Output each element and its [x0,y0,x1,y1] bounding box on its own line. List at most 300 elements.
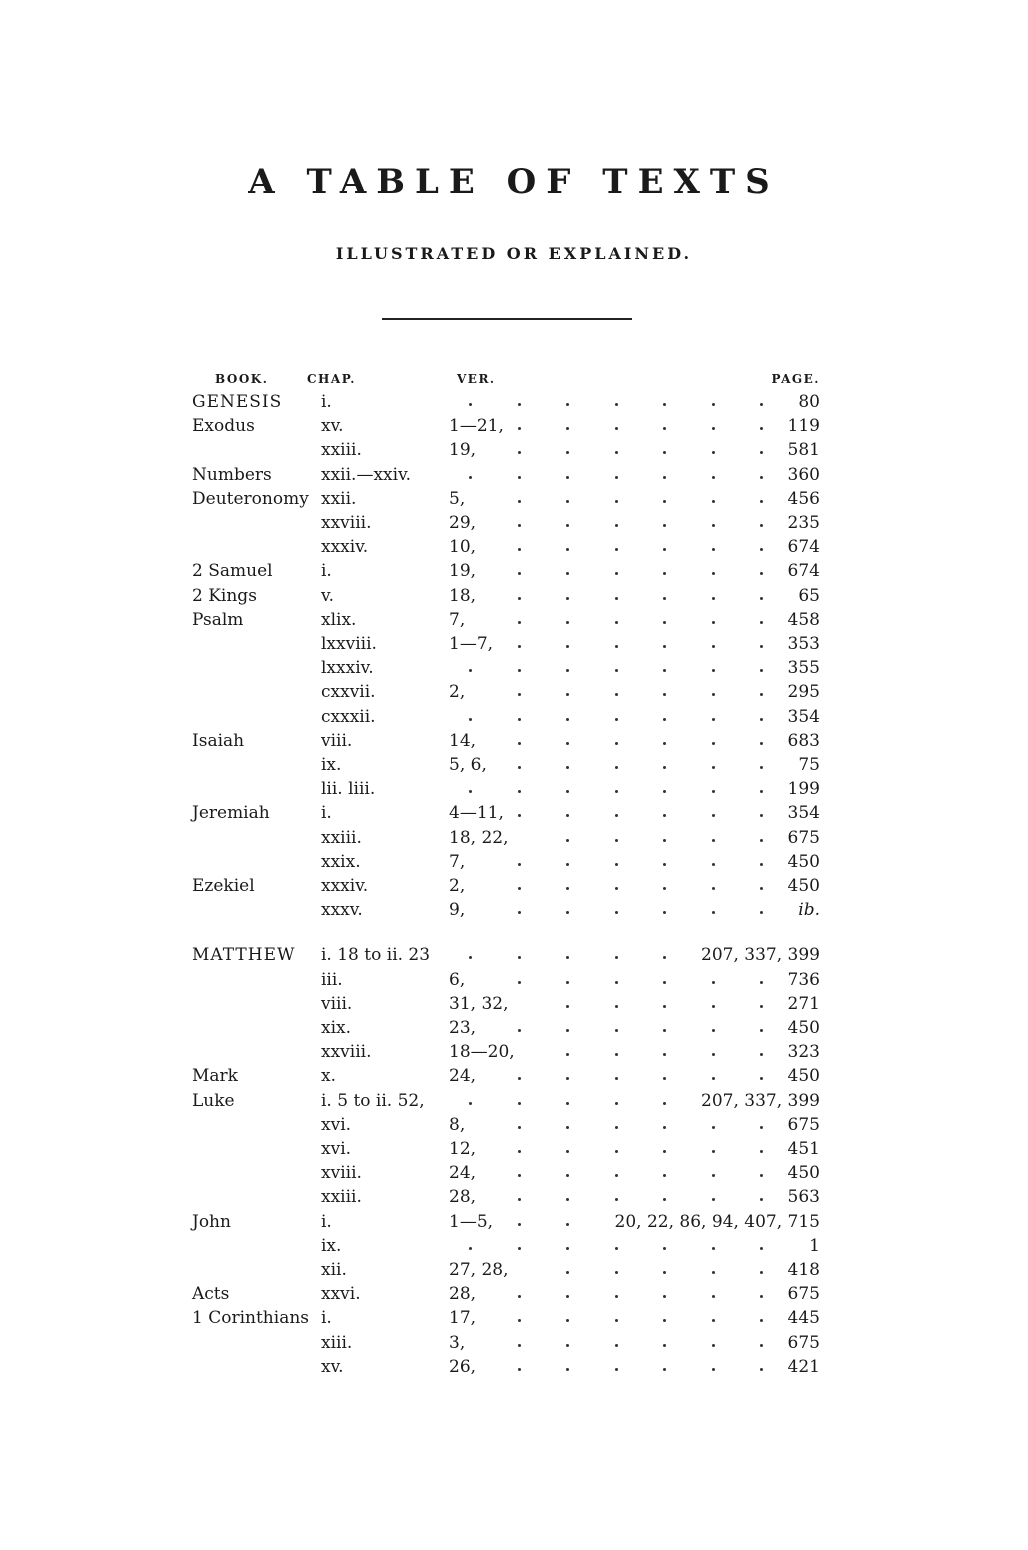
leader-dot [712,1174,715,1177]
leader-dot [518,548,521,551]
leader-dot [518,1295,521,1298]
page-cell: 675 [787,1284,820,1304]
leader-dot [615,1102,618,1105]
leader-dot [663,1344,666,1347]
leader-dot [712,863,715,866]
verse-cell: 5, [449,489,466,509]
chapter-cell: xvi. [321,1115,352,1135]
chapter-cell: xxiii. [321,440,362,460]
leader-dot [663,572,666,575]
leader-dots [500,1137,780,1161]
chapter-cell: xxviii. [321,513,372,533]
leader-dot [712,1271,715,1274]
book-cell: 2 Samuel [192,561,273,581]
leader-dots [500,1016,780,1040]
leader-dots [500,1185,780,1209]
leader-dot [663,621,666,624]
verse-cell: 18, [449,586,477,606]
leader-dot [615,669,618,672]
verse-cell: 2, [449,682,466,702]
page-cell: 20, 22, 86, 94, 407, 715 [614,1212,820,1232]
book-cell: Exodus [192,416,255,436]
verse-cell: 6, [449,970,466,990]
verse-cell: 28, [449,1187,477,1207]
book-cell: Acts [192,1284,230,1304]
leader-dot [615,693,618,696]
table-row [0,1210,1028,1234]
header-book: BOOK. [215,372,269,386]
leader-dot [760,621,763,624]
leader-dots [500,1064,780,1088]
book-cell: Isaiah [192,731,245,751]
leader-dots [500,1089,780,1113]
leader-dots [500,968,780,992]
leader-dot [712,911,715,914]
leader-dot [712,790,715,793]
leader-dot [566,1150,569,1153]
leader-dot [760,911,763,914]
table-row [0,1258,1028,1282]
leader-dot [663,1295,666,1298]
table-row [0,390,1028,414]
leader-dot [566,1102,569,1105]
leader-dot [615,1077,618,1080]
leader-dot [760,887,763,890]
leader-dot [518,1174,521,1177]
leader-dots [500,1161,780,1185]
page-cell: 360 [787,465,820,485]
leader-dot [615,1319,618,1322]
leader-dot [566,1223,569,1226]
leader-dots [500,705,780,729]
leader-dot [663,597,666,600]
leader-dot [566,500,569,503]
chapter-cell: i. [321,1308,332,1328]
leader-dot [712,669,715,672]
leader-dot [663,403,666,406]
page-cell: 207, 337, 399 [701,945,820,965]
leader-dot [518,887,521,890]
leader-dot [712,524,715,527]
verse-cell: 9, [449,900,466,920]
page-title: A TABLE OF TEXTS [248,162,780,202]
leader-dot [518,1029,521,1032]
leader-dot [712,548,715,551]
leader-dot [615,621,618,624]
chapter-cell: xxii.—xxiv. [321,465,412,485]
leader-dots [500,608,780,632]
leader-dot [615,863,618,866]
leader-dot [712,766,715,769]
leader-dot [712,1077,715,1080]
page-cell: 295 [787,682,820,702]
leader-dot [760,814,763,817]
table-row [0,777,1028,801]
leader-dot [760,742,763,745]
verse-cell: 4—11, [449,803,504,823]
leader-dot [566,718,569,721]
book-cell: Numbers [192,465,272,485]
leader-dot [566,887,569,890]
leader-dot [566,1053,569,1056]
page-cell: 581 [787,440,820,460]
verse-cell: 19, [449,440,477,460]
verse-cell: 23, [449,1018,477,1038]
leader-dot [712,1005,715,1008]
table-row [0,850,1028,874]
leader-dot [760,669,763,672]
leader-dot [566,911,569,914]
leader-dots [500,535,780,559]
table-row [0,584,1028,608]
leader-dot [760,1005,763,1008]
verse-cell: 1—5, [449,1212,494,1232]
leader-dot [663,1029,666,1032]
verse-cell: 1—7, [449,634,494,654]
page-cell: 75 [798,755,820,775]
chapter-cell: i. [321,803,332,823]
table-row [0,414,1028,438]
leader-dot [760,863,763,866]
leader-dot [760,1077,763,1080]
page-cell: 736 [787,970,820,990]
leader-dot [663,1005,666,1008]
chapter-cell: viii. [321,994,353,1014]
leader-dots [500,438,780,462]
leader-dot [518,1198,521,1201]
page-cell: 450 [787,1163,820,1183]
verse-cell: 2, [449,876,466,896]
verse-cell: 29, [449,513,477,533]
leader-dots [500,463,780,487]
leader-dot [518,500,521,503]
leader-dot [615,1295,618,1298]
leader-dots [500,1331,780,1355]
leader-dot [712,1198,715,1201]
leader-dot [615,1198,618,1201]
leader-dot [566,1005,569,1008]
verse-cell: 17, [449,1308,477,1328]
leader-dot [566,548,569,551]
verse-cell: 26, [449,1357,477,1377]
leader-dots [500,777,780,801]
leader-dots [500,632,780,656]
table-row [0,968,1028,992]
leader-dot [663,1319,666,1322]
leader-dot [469,403,472,406]
leader-dot [518,790,521,793]
leader-dot [566,1126,569,1129]
chapter-cell: xv. [321,416,344,436]
chapter-cell: xvi. [321,1139,352,1159]
leader-dot [712,451,715,454]
leader-dot [518,1223,521,1226]
leader-dot [615,1005,618,1008]
leader-dot [566,1174,569,1177]
chapter-cell: xlix. [321,610,357,630]
header-page: PAGE. [771,372,820,386]
page-cell: 418 [787,1260,820,1280]
leader-dot [615,1368,618,1371]
page-cell: 445 [787,1308,820,1328]
book-cell: Ezekiel [192,876,255,896]
chapter-cell: lxxviii. [321,634,377,654]
table-row [0,826,1028,850]
leader-dot [615,766,618,769]
leader-dot [663,839,666,842]
leader-dot [469,1102,472,1105]
verse-cell: 24, [449,1163,477,1183]
leader-dots [500,850,780,874]
leader-dot [760,427,763,430]
leader-dot [518,524,521,527]
table-row [0,1331,1028,1355]
leader-dot [518,1319,521,1322]
leader-dot [712,981,715,984]
leader-dot [663,766,666,769]
leader-dot [518,1344,521,1347]
table-row [0,1355,1028,1379]
leader-dot [760,645,763,648]
leader-dot [760,548,763,551]
leader-dot [760,1053,763,1056]
leader-dot [615,887,618,890]
leader-dot [566,597,569,600]
table-row [0,992,1028,1016]
leader-dot [518,814,521,817]
book-cell: GENESIS [192,392,283,412]
leader-dot [760,1344,763,1347]
leader-dot [663,476,666,479]
verse-cell: 27, 28, [449,1260,509,1280]
leader-dot [566,645,569,648]
leader-dot [518,1368,521,1371]
leader-dot [615,839,618,842]
chapter-cell: xix. [321,1018,352,1038]
leader-dot [566,524,569,527]
leader-dot [663,863,666,866]
leader-dot [615,572,618,575]
leader-dots [500,729,780,753]
leader-dots [500,414,780,438]
leader-dot [518,1126,521,1129]
page-cell: 323 [787,1042,820,1062]
leader-dots [500,511,780,535]
table-row [0,680,1028,704]
verse-cell: 1—21, [449,416,504,436]
table-row [0,1161,1028,1185]
leader-dot [760,1295,763,1298]
leader-dots [500,1282,780,1306]
chapter-cell: viii. [321,731,353,751]
verse-cell: 3, [449,1333,466,1353]
leader-dot [469,669,472,672]
leader-dots [500,1306,780,1330]
leader-dot [663,1368,666,1371]
page-cell: 683 [787,731,820,751]
chapter-cell: xxvi. [321,1284,361,1304]
leader-dot [566,766,569,769]
leader-dot [760,403,763,406]
page-cell: 450 [787,1066,820,1086]
leader-dots [500,656,780,680]
leader-dot [712,1368,715,1371]
leader-dot [712,1247,715,1250]
page-cell: 674 [787,537,820,557]
chapter-cell: xviii. [321,1163,362,1183]
leader-dot [566,427,569,430]
leader-dots [500,826,780,850]
leader-dot [518,597,521,600]
book-cell: Luke [192,1091,235,1111]
page-cell: 355 [787,658,820,678]
leader-dot [760,1174,763,1177]
leader-dot [712,1344,715,1347]
table-header [0,367,1028,391]
leader-dot [712,1150,715,1153]
verse-cell: 18—20, [449,1042,515,1062]
leader-dot [712,1295,715,1298]
table-row [0,535,1028,559]
leader-dot [712,403,715,406]
leader-dot [566,790,569,793]
table-row [0,1016,1028,1040]
leader-dot [615,524,618,527]
leader-dot [566,403,569,406]
leader-dot [518,476,521,479]
leader-dot [469,718,472,721]
chapter-cell: cxxxii. [321,707,376,727]
leader-dot [663,451,666,454]
leader-dot [663,427,666,430]
leader-dot [615,1150,618,1153]
table-row [0,632,1028,656]
leader-dot [663,911,666,914]
leader-dot [712,500,715,503]
leader-dot [712,645,715,648]
chapter-cell: lii. liii. [321,779,376,799]
leader-dot [518,645,521,648]
leader-dot [663,1150,666,1153]
chapter-cell: xxiii. [321,828,362,848]
leader-dot [663,981,666,984]
leader-dot [566,1368,569,1371]
leader-dot [663,1102,666,1105]
page-cell: 353 [787,634,820,654]
leader-dot [518,742,521,745]
chapter-cell: xv. [321,1357,344,1377]
leader-dot [712,814,715,817]
chapter-cell: xiii. [321,1333,353,1353]
leader-dot [615,911,618,914]
leader-dot [663,1198,666,1201]
page-cell: 450 [787,852,820,872]
leader-dot [760,1271,763,1274]
table-row [0,656,1028,680]
leader-dot [469,790,472,793]
leader-dot [566,669,569,672]
page-cell: 119 [787,416,820,436]
page-cell: 458 [787,610,820,630]
chapter-cell: xxxiv. [321,537,369,557]
leader-dot [760,1126,763,1129]
table-row [0,1185,1028,1209]
table-row [0,1306,1028,1330]
verse-cell: 10, [449,537,477,557]
leader-dot [615,1247,618,1250]
table-row [0,1113,1028,1137]
leader-dot [518,766,521,769]
verse-cell: 5, 6, [449,755,487,775]
chapter-cell: lxxxiv. [321,658,374,678]
leader-dot [566,981,569,984]
leader-dot [712,718,715,721]
leader-dot [469,956,472,959]
leader-dot [518,911,521,914]
book-cell: 2 Kings [192,586,257,606]
leader-dot [663,645,666,648]
chapter-cell: x. [321,1066,336,1086]
leader-dot [712,427,715,430]
leader-dot [760,718,763,721]
leader-dots [500,390,780,414]
leader-dots [500,1258,780,1282]
page-subtitle: ILLUSTRATED OR EXPLAINED. [335,244,693,263]
leader-dot [712,476,715,479]
chapter-cell: xxxiv. [321,876,369,896]
leader-dot [760,1029,763,1032]
verse-cell: 28, [449,1284,477,1304]
verse-cell: 19, [449,561,477,581]
leader-dot [518,981,521,984]
leader-dots [500,1113,780,1137]
leader-dot [566,476,569,479]
leader-dot [712,693,715,696]
leader-dots [500,680,780,704]
leader-dot [663,1174,666,1177]
leader-dot [615,451,618,454]
leader-dot [518,1077,521,1080]
leader-dot [663,742,666,745]
page-cell: 675 [787,828,820,848]
chapter-cell: xxviii. [321,1042,372,1062]
leader-dot [566,1319,569,1322]
book-cell: Psalm [192,610,244,630]
leader-dot [518,403,521,406]
page-cell: 199 [787,779,820,799]
leader-dot [518,1102,521,1105]
leader-dot [615,500,618,503]
header-chap: CHAP. [307,372,356,386]
leader-dot [566,742,569,745]
table-row [0,1089,1028,1113]
table-row [0,487,1028,511]
leader-dot [663,1247,666,1250]
leader-dot [760,839,763,842]
table-row [0,753,1028,777]
leader-dot [712,1053,715,1056]
leader-dot [615,645,618,648]
leader-dot [518,572,521,575]
leader-dot [760,597,763,600]
book-cell: Deuteronomy [192,489,309,509]
leader-dot [760,1247,763,1250]
leader-dot [760,790,763,793]
leader-dot [566,956,569,959]
page-cell: 450 [787,876,820,896]
leader-dot [663,956,666,959]
leader-dot [469,1247,472,1250]
